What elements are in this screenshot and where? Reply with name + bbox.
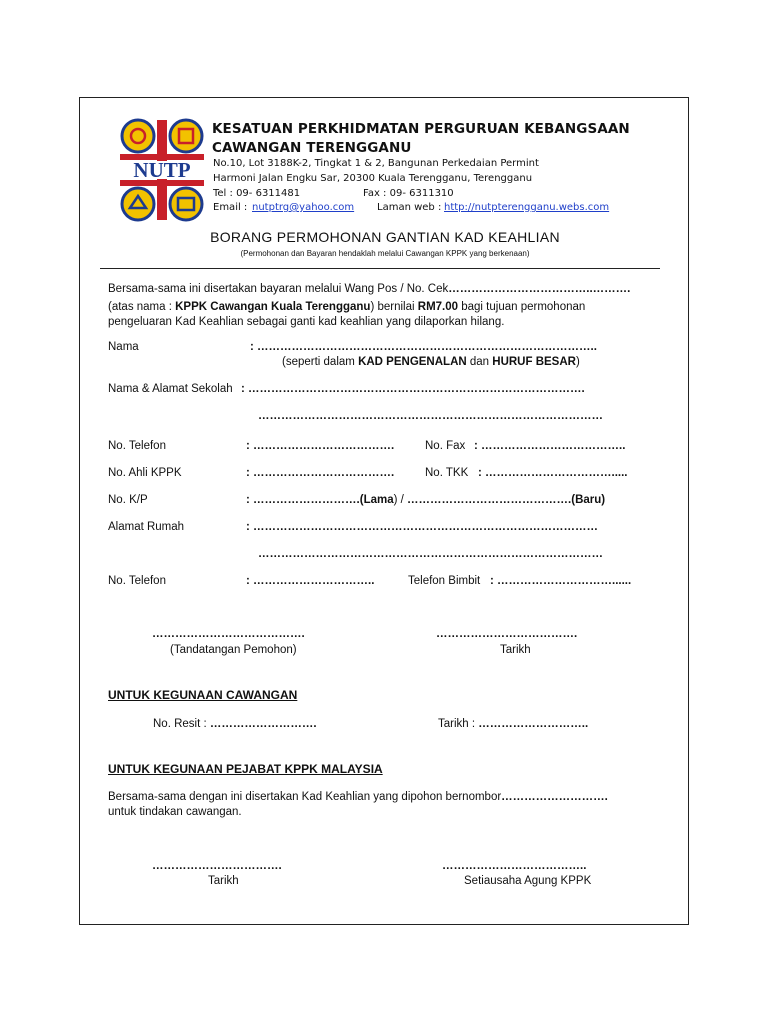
logo-circle-tr (170, 120, 202, 152)
intro-line-1: Bersama-sama ini disertakan bayaran melalui Wang Pos / No. Cek………………………………..………. (108, 283, 631, 295)
tkk-label: No. TKK (425, 467, 469, 479)
email-link[interactable]: nutptrg@yahoo.com (252, 202, 355, 213)
kp-field[interactable]: : ……………………….(Lama) / …………………………………….(Baru) (246, 494, 606, 506)
signature-line[interactable]: …………………………………. (152, 628, 305, 640)
telefon-field[interactable]: : ………………………………. (246, 440, 395, 452)
pejabat-line-2: untuk tindakan cawangan. (108, 806, 242, 818)
fax-label: No. Fax (425, 440, 466, 452)
setiausaha-line[interactable]: ……………………………….. (442, 860, 587, 872)
setiausaha-label: Setiausaha Agung KPPK (464, 875, 592, 887)
pejabat-date-label: Tarikh (208, 875, 239, 887)
form-subtitle: (Permohonan dan Bayaran hendaklah melalui Cawangan KPPK yang berkenaan) (240, 249, 530, 258)
email-label: Email : (213, 202, 248, 213)
address-line-1: No.10, Lot 3188K-2, Tingkat 1 & 2, Bangunan Perkedaian Permint (213, 158, 539, 169)
form-page (79, 97, 689, 925)
rumah-field-2[interactable]: ……………………………………………………………………………… (258, 548, 603, 560)
rumah-label: Alamat Rumah (108, 521, 185, 533)
branch-name: CAWANGAN TERENGGANU (212, 140, 412, 156)
pejabat-heading: UNTUK KEGUNAAN PEJABAT KPPK MALAYSIA (108, 762, 383, 776)
fax: Fax : 09- 6311310 (363, 188, 454, 199)
address-line-2: Harmoni Jalan Engku Sar, 20300 Kuala Terengganu, Terengganu (213, 173, 533, 184)
kp-label: No. K/P (108, 494, 148, 506)
title-divider (100, 268, 660, 269)
logo-circle-tl (122, 120, 154, 152)
ahli-field[interactable]: : ………………………………. (246, 467, 395, 479)
form-title: BORANG PERMOHONAN GANTIAN KAD KEAHLIAN (210, 229, 560, 245)
web-link[interactable]: http://nutpterengganu.webs.com (444, 202, 610, 213)
telefon2-label: No. Telefon (108, 575, 166, 587)
cawangan-tarikh-row: Tarikh : ……………………….. (438, 718, 589, 730)
web-label: Laman web : (377, 202, 442, 213)
ahli-label: No. Ahli KPPK (108, 467, 182, 479)
logo-circle-bl (122, 188, 154, 220)
fax-field[interactable]: : ……………………………….. (474, 440, 626, 452)
date-label: Tarikh (500, 644, 531, 656)
telefon2-field[interactable]: : ………………………….. (246, 575, 375, 587)
telefon-label: No. Telefon (108, 440, 166, 452)
logo-text: NUTP (133, 158, 191, 182)
alamat-sekolah-label: Nama & Alamat Sekolah (108, 383, 233, 395)
bimbit-label: Telefon Bimbit (408, 575, 481, 587)
intro-line-3: pengeluaran Kad Keahlian sebagai ganti kad keahlian yang dilaporkan hilang. (108, 316, 505, 328)
alamat-sekolah-field-2[interactable]: ……………………………………………………………………………… (258, 410, 603, 422)
date-line[interactable]: ………………………………. (436, 628, 578, 640)
logo-circle-br (170, 188, 202, 220)
bimbit-field[interactable]: : …………………………...... (490, 575, 632, 587)
resit-row: No. Resit : ………………………. (153, 718, 317, 730)
rumah-field-1[interactable]: : ……………………………………………………………………………… (246, 521, 599, 533)
org-name: KESATUAN PERKHIDMATAN PERGURUAN KEBANGSAAN (212, 121, 630, 137)
nama-note: (seperti dalam KAD PENGENALAN dan HURUF BESAR) (282, 356, 580, 368)
intro-line-2: (atas nama : KPPK Cawangan Kuala Terengganu) bernilai RM7.00 bagi tujuan permohonan (108, 301, 586, 313)
tkk-field[interactable]: : ……………………………..... (478, 467, 628, 479)
nutp-logo (118, 118, 206, 222)
alamat-sekolah-field-1[interactable]: : ……………………………………………………………………………. (241, 383, 585, 395)
telephone: Tel : 09- 6311481 (213, 188, 301, 199)
nama-label: Nama (108, 341, 139, 353)
signature-label: (Tandatangan Pemohon) (170, 644, 297, 656)
pejabat-date-line[interactable]: ……………………………. (152, 860, 282, 872)
nama-field[interactable]: : …………………………………………………………………………….. (250, 341, 597, 353)
cawangan-heading: UNTUK KEGUNAAN CAWANGAN (108, 688, 298, 702)
pejabat-line-1: Bersama-sama dengan ini disertakan Kad Keahlian yang dipohon bernombor………………………. (108, 791, 608, 803)
